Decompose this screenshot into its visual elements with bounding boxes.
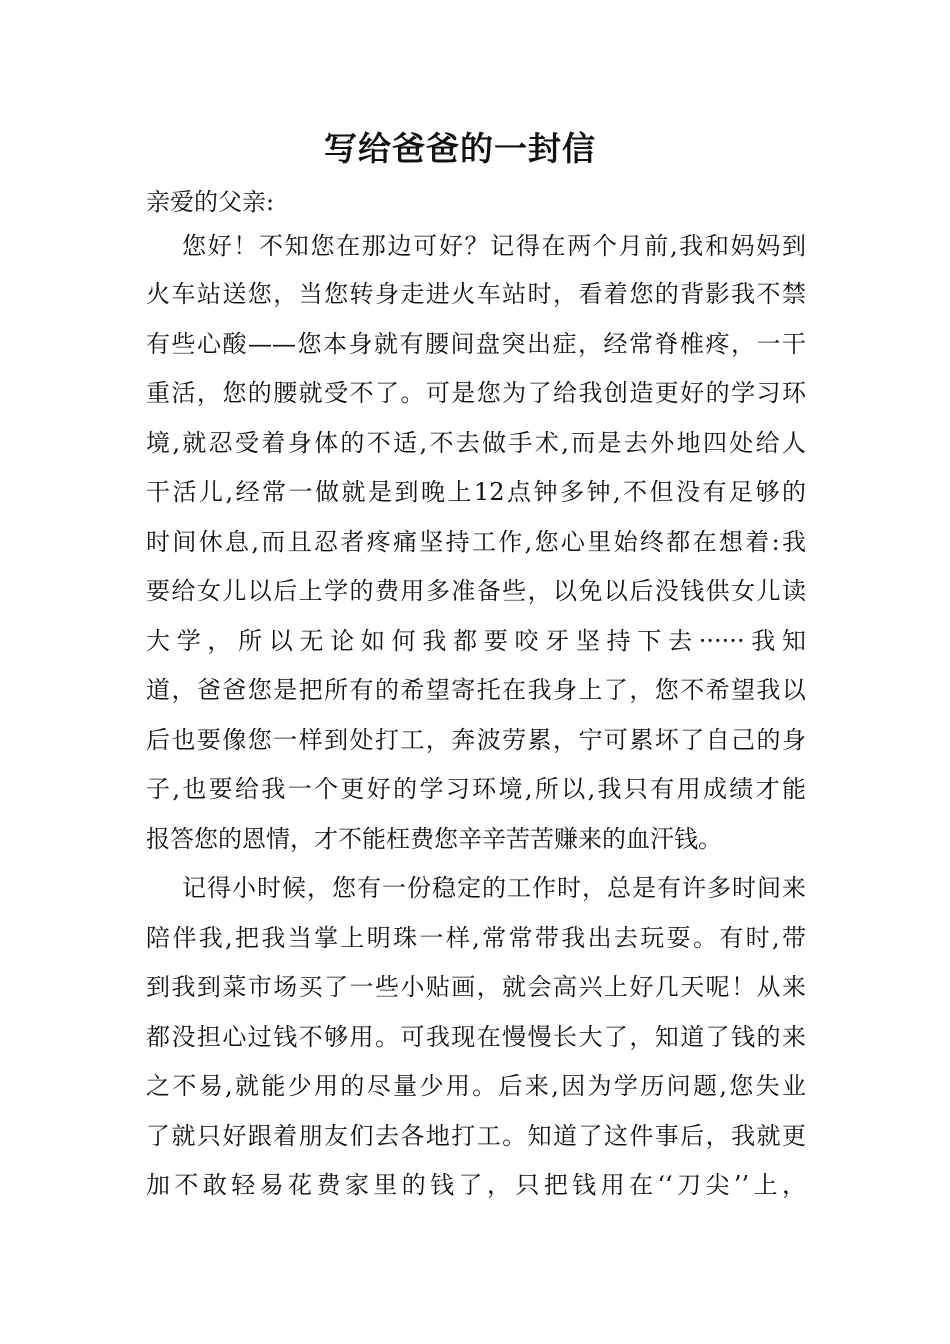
paragraph-2-line: 加不敢轻易花费家里的钱了，只把钱用在‘‘刀尖’’上， [146,1171,806,1199]
paragraph-2-line: 记得小时候，您有一份稳定的工作时，总是有许多时间来 [182,874,806,902]
paragraph-1-line: 报答您的恩情，才不能枉费您辛辛苦苦赚来的血汗钱。 [146,825,722,853]
paragraph-2-line: 到我到菜市场买了一些小贴画，就会高兴上好几天呢！从来 [146,973,806,1001]
paragraph-1-line: 时间休息,而且忍者疼痛坚持工作,您心里始终都在想着:我 [146,528,806,556]
paragraph-1-line: 子,也要给我一个更好的学习环境,所以,我只有用成绩才能 [146,775,806,803]
salutation: 亲爱的父亲: [146,188,275,216]
paragraph-1-line: 您好！不知您在那边可好？记得在两个月前,我和妈妈到 [182,232,806,260]
paragraph-1-line: 境,就忍受着身体的不适,不去做手术,而是去外地四处给人 [146,429,806,457]
paragraph-1-line: 有些心酸——您本身就有腰间盘突出症，经常脊椎疼，一干 [146,330,806,358]
paragraph-1-line: 干活儿,经常一做就是到晚上12点钟多钟,不但没有足够的 [146,478,806,506]
paragraph-1-line: 重活，您的腰就受不了。可是您为了给我创造更好的学习环 [146,379,806,407]
paragraph-1-line: 要给女儿以后上学的费用多准备些，以免以后没钱供女儿读 [146,577,806,605]
paragraph-1-line: 道，爸爸您是把所有的希望寄托在我身上了，您不希望我以 [146,676,806,704]
letter-title: 写给爸爸的一封信 [324,129,596,168]
paragraph-1-line: 火车站送您，当您转身走进火车站时，看着您的背影我不禁 [146,280,806,308]
paragraph-2-line: 都没担心过钱不够用。可我现在慢慢长大了，知道了钱的来 [146,1023,806,1051]
paragraph-2-line: 陪伴我,把我当掌上明珠一样,常常带我出去玩耍。有时,带 [146,924,806,952]
paragraph-2-line: 之不易,就能少用的尽量少用。后来,因为学历问题,您失业 [146,1072,806,1100]
paragraph-1-line: 大学，所以无论如何我都要咬牙坚持下去······我知 [146,627,806,655]
paragraph-2-line: 了就只好跟着朋友们去各地打工。知道了这件事后，我就更 [146,1122,806,1150]
paragraph-1-line: 后也要像您一样到处打工，奔波劳累，宁可累坏了自己的身 [146,726,806,754]
